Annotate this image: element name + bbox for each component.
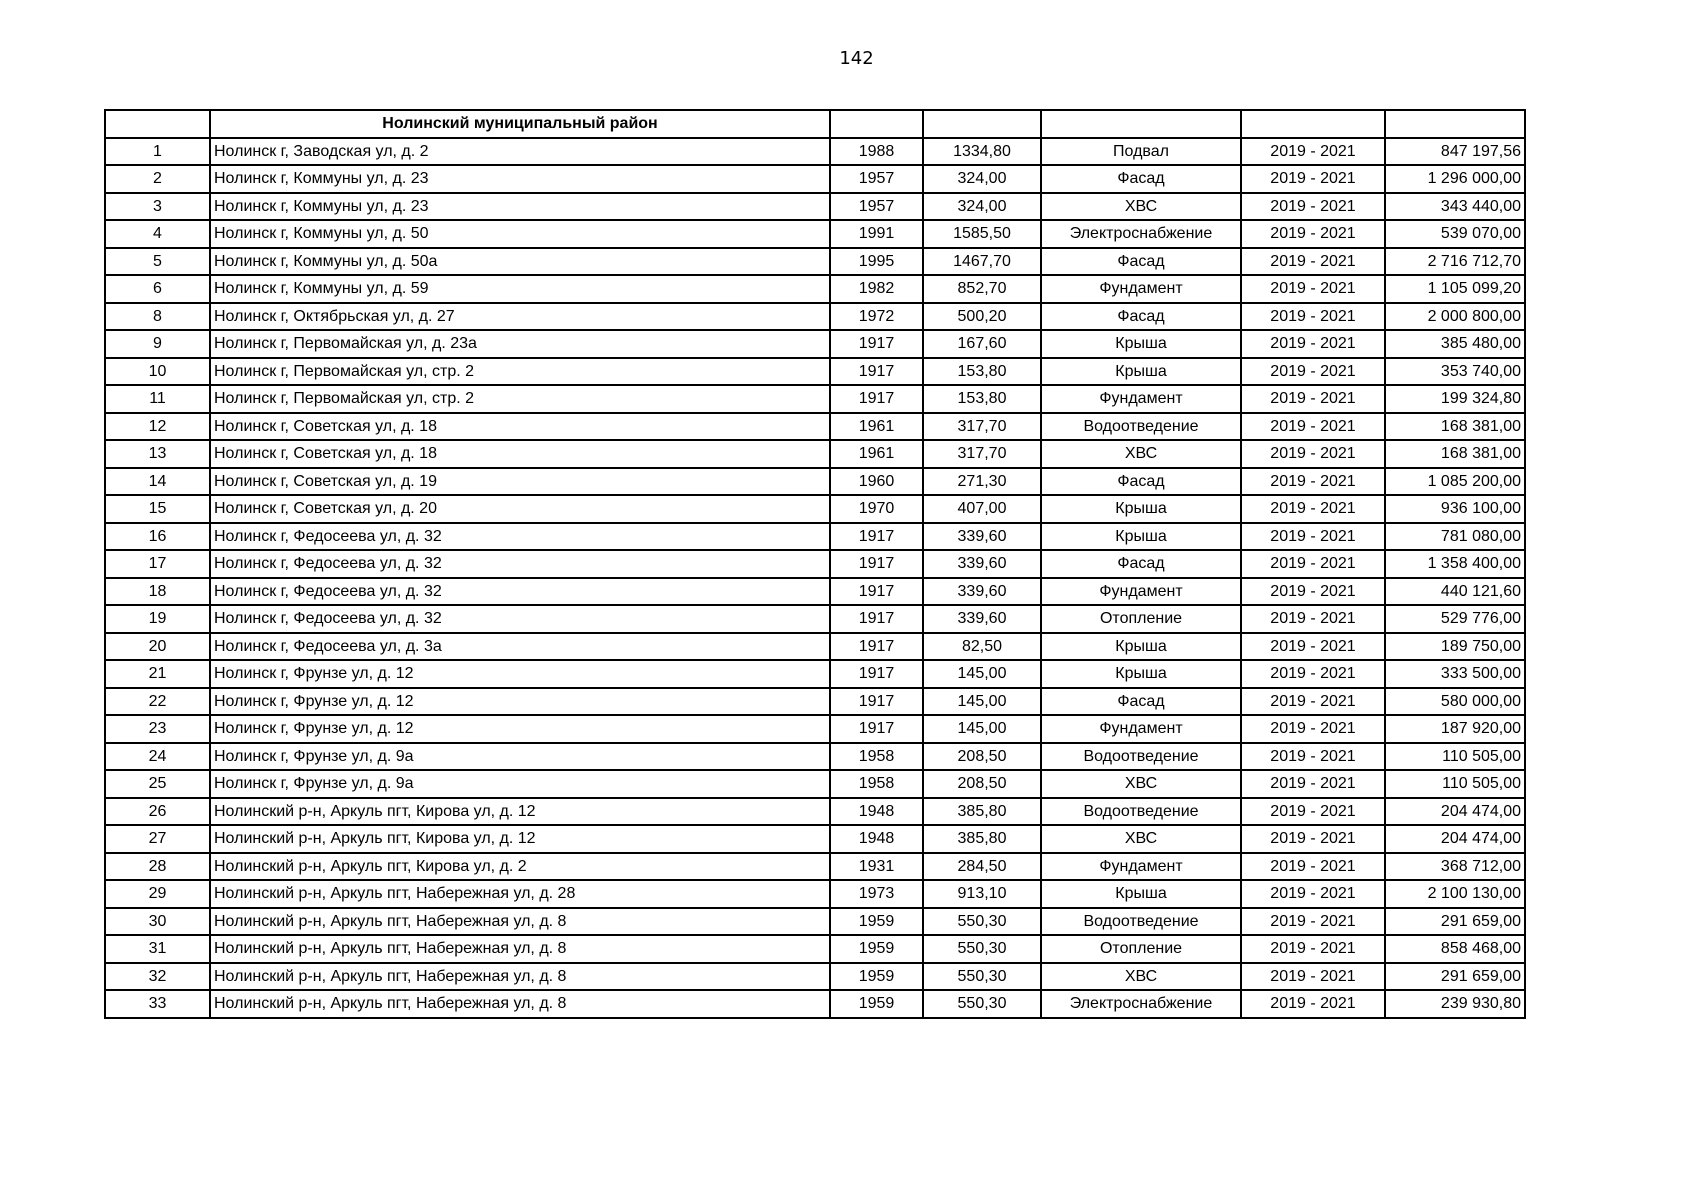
year-built-cell: 1959: [830, 935, 923, 963]
table-row: [105, 633, 1525, 661]
area-cell: 500,20: [923, 303, 1041, 331]
cost-cell: 858 468,00: [1385, 935, 1525, 963]
year-built-cell: 1931: [830, 853, 923, 881]
year-built-cell: 1958: [830, 743, 923, 771]
row-number-cell: 21: [105, 660, 210, 688]
work-type-cell: Водоотведение: [1041, 798, 1241, 826]
work-type-cell: Фасад: [1041, 303, 1241, 331]
row-number-cell: 1: [105, 138, 210, 166]
work-type-cell: Фасад: [1041, 165, 1241, 193]
period-cell: 2019 - 2021: [1241, 853, 1385, 881]
period-cell: 2019 - 2021: [1241, 633, 1385, 661]
work-type-cell: ХВС: [1041, 193, 1241, 221]
period-cell: 2019 - 2021: [1241, 715, 1385, 743]
year-built-cell: 1917: [830, 330, 923, 358]
address-cell: Нолинск г, Коммуны ул, д. 23: [210, 193, 830, 221]
row-number-cell: 18: [105, 578, 210, 606]
work-type-cell: Электроснабжение: [1041, 990, 1241, 1018]
row-number-cell: 31: [105, 935, 210, 963]
period-cell: 2019 - 2021: [1241, 138, 1385, 166]
table-row: [105, 880, 1525, 908]
row-number-cell: 24: [105, 743, 210, 771]
address-cell: Нолинск г, Первомайская ул, стр. 2: [210, 358, 830, 386]
cost-cell: 936 100,00: [1385, 495, 1525, 523]
year-built-cell: 1917: [830, 715, 923, 743]
cost-cell: 168 381,00: [1385, 440, 1525, 468]
cost-cell: 2 100 130,00: [1385, 880, 1525, 908]
period-cell: 2019 - 2021: [1241, 275, 1385, 303]
row-number-cell: 13: [105, 440, 210, 468]
work-type-cell: Крыша: [1041, 495, 1241, 523]
table-row: [105, 220, 1525, 248]
work-type-cell: Отопление: [1041, 935, 1241, 963]
table-row: [105, 358, 1525, 386]
row-number-cell: 30: [105, 908, 210, 936]
table-row: [105, 275, 1525, 303]
table-row: [105, 743, 1525, 771]
row-number-cell: 6: [105, 275, 210, 303]
address-cell: Нолинск г, Коммуны ул, д. 23: [210, 165, 830, 193]
header-empty-cell: [1041, 110, 1241, 138]
work-type-cell: ХВС: [1041, 440, 1241, 468]
table-row: [105, 963, 1525, 991]
year-built-cell: 1917: [830, 578, 923, 606]
table-row: [105, 385, 1525, 413]
work-type-cell: Фасад: [1041, 248, 1241, 276]
period-cell: 2019 - 2021: [1241, 605, 1385, 633]
work-type-cell: Крыша: [1041, 660, 1241, 688]
area-cell: 145,00: [923, 660, 1041, 688]
row-number-cell: 20: [105, 633, 210, 661]
table-row: [105, 578, 1525, 606]
year-built-cell: 1959: [830, 908, 923, 936]
year-built-cell: 1957: [830, 165, 923, 193]
table-row: [105, 605, 1525, 633]
year-built-cell: 1958: [830, 770, 923, 798]
area-cell: 385,80: [923, 825, 1041, 853]
year-built-cell: 1917: [830, 605, 923, 633]
cost-cell: 168 381,00: [1385, 413, 1525, 441]
cost-cell: 1 085 200,00: [1385, 468, 1525, 496]
address-cell: Нолинск г, Первомайская ул, стр. 2: [210, 385, 830, 413]
row-number-cell: 12: [105, 413, 210, 441]
header-empty-cell: [923, 110, 1041, 138]
area-cell: 550,30: [923, 935, 1041, 963]
table-row: [105, 688, 1525, 716]
cost-cell: 2 716 712,70: [1385, 248, 1525, 276]
table-row: [105, 770, 1525, 798]
table-row: [105, 248, 1525, 276]
row-number-cell: 3: [105, 193, 210, 221]
table-row: [105, 990, 1525, 1018]
row-number-cell: 22: [105, 688, 210, 716]
cost-cell: 1 105 099,20: [1385, 275, 1525, 303]
address-cell: Нолинск г, Федосеева ул, д. 32: [210, 550, 830, 578]
area-cell: 145,00: [923, 715, 1041, 743]
year-built-cell: 1917: [830, 385, 923, 413]
area-cell: 339,60: [923, 605, 1041, 633]
cost-cell: 353 740,00: [1385, 358, 1525, 386]
table-row: [105, 330, 1525, 358]
address-cell: Нолинский р-н, Аркуль пгт, Набережная ул, д. 28: [210, 880, 830, 908]
year-built-cell: 1959: [830, 963, 923, 991]
period-cell: 2019 - 2021: [1241, 248, 1385, 276]
year-built-cell: 1988: [830, 138, 923, 166]
period-cell: 2019 - 2021: [1241, 413, 1385, 441]
area-cell: 550,30: [923, 990, 1041, 1018]
table-body: [105, 110, 1525, 1018]
period-cell: 2019 - 2021: [1241, 798, 1385, 826]
address-cell: Нолинск г, Фрунзе ул, д. 9а: [210, 770, 830, 798]
area-cell: 208,50: [923, 770, 1041, 798]
cost-cell: 1 358 400,00: [1385, 550, 1525, 578]
table-row: [105, 303, 1525, 331]
table-row: [105, 413, 1525, 441]
year-built-cell: 1957: [830, 193, 923, 221]
work-type-cell: ХВС: [1041, 963, 1241, 991]
cost-cell: 781 080,00: [1385, 523, 1525, 551]
area-cell: 153,80: [923, 358, 1041, 386]
area-cell: 852,70: [923, 275, 1041, 303]
year-built-cell: 1917: [830, 633, 923, 661]
page-number: 142: [839, 48, 874, 69]
repair-schedule-table: [104, 109, 1526, 1019]
table-row: [105, 138, 1525, 166]
row-number-cell: 15: [105, 495, 210, 523]
work-type-cell: Подвал: [1041, 138, 1241, 166]
period-cell: 2019 - 2021: [1241, 550, 1385, 578]
table-row: [105, 715, 1525, 743]
area-cell: 324,00: [923, 193, 1041, 221]
cost-cell: 847 197,56: [1385, 138, 1525, 166]
row-number-cell: 9: [105, 330, 210, 358]
period-cell: 2019 - 2021: [1241, 468, 1385, 496]
row-number-cell: 17: [105, 550, 210, 578]
cost-cell: 343 440,00: [1385, 193, 1525, 221]
table-row: [105, 468, 1525, 496]
period-cell: 2019 - 2021: [1241, 743, 1385, 771]
year-built-cell: 1972: [830, 303, 923, 331]
area-cell: 1585,50: [923, 220, 1041, 248]
area-cell: 339,60: [923, 523, 1041, 551]
row-number-cell: 8: [105, 303, 210, 331]
cost-cell: 529 776,00: [1385, 605, 1525, 633]
area-cell: 271,30: [923, 468, 1041, 496]
period-cell: 2019 - 2021: [1241, 165, 1385, 193]
cost-cell: 385 480,00: [1385, 330, 1525, 358]
period-cell: 2019 - 2021: [1241, 303, 1385, 331]
table-row: [105, 440, 1525, 468]
row-number-cell: 10: [105, 358, 210, 386]
address-cell: Нолинский р-н, Аркуль пгт, Набережная ул, д. 8: [210, 990, 830, 1018]
period-cell: 2019 - 2021: [1241, 440, 1385, 468]
header-empty-cell: [1241, 110, 1385, 138]
cost-cell: 333 500,00: [1385, 660, 1525, 688]
year-built-cell: 1948: [830, 825, 923, 853]
row-number-cell: 11: [105, 385, 210, 413]
area-cell: 550,30: [923, 963, 1041, 991]
period-cell: 2019 - 2021: [1241, 825, 1385, 853]
address-cell: Нолинск г, Советская ул, д. 19: [210, 468, 830, 496]
work-type-cell: Фундамент: [1041, 578, 1241, 606]
year-built-cell: 1917: [830, 550, 923, 578]
period-cell: 2019 - 2021: [1241, 358, 1385, 386]
cost-cell: 110 505,00: [1385, 743, 1525, 771]
year-built-cell: 1995: [830, 248, 923, 276]
year-built-cell: 1917: [830, 358, 923, 386]
area-cell: 317,70: [923, 413, 1041, 441]
period-cell: 2019 - 2021: [1241, 880, 1385, 908]
work-type-cell: Крыша: [1041, 523, 1241, 551]
row-number-cell: 14: [105, 468, 210, 496]
address-cell: Нолинск г, Советская ул, д. 18: [210, 440, 830, 468]
work-type-cell: Фундамент: [1041, 715, 1241, 743]
period-cell: 2019 - 2021: [1241, 330, 1385, 358]
year-built-cell: 1948: [830, 798, 923, 826]
area-cell: 1334,80: [923, 138, 1041, 166]
row-number-cell: 16: [105, 523, 210, 551]
cost-cell: 204 474,00: [1385, 798, 1525, 826]
area-cell: 385,80: [923, 798, 1041, 826]
year-built-cell: 1982: [830, 275, 923, 303]
period-cell: 2019 - 2021: [1241, 220, 1385, 248]
area-cell: 339,60: [923, 550, 1041, 578]
row-number-cell: 4: [105, 220, 210, 248]
area-cell: 167,60: [923, 330, 1041, 358]
table-row: [105, 550, 1525, 578]
cost-cell: 291 659,00: [1385, 963, 1525, 991]
address-cell: Нолинск г, Федосеева ул, д. 32: [210, 523, 830, 551]
period-cell: 2019 - 2021: [1241, 193, 1385, 221]
work-type-cell: Фундамент: [1041, 853, 1241, 881]
section-title: Нолинский муниципальный район: [210, 110, 830, 138]
year-built-cell: 1961: [830, 440, 923, 468]
address-cell: Нолинский р-н, Аркуль пгт, Кирова ул, д. 2: [210, 853, 830, 881]
period-cell: 2019 - 2021: [1241, 385, 1385, 413]
work-type-cell: Электроснабжение: [1041, 220, 1241, 248]
cost-cell: 189 750,00: [1385, 633, 1525, 661]
cost-cell: 2 000 800,00: [1385, 303, 1525, 331]
period-cell: 2019 - 2021: [1241, 908, 1385, 936]
address-cell: Нолинск г, Федосеева ул, д. 32: [210, 578, 830, 606]
period-cell: 2019 - 2021: [1241, 688, 1385, 716]
period-cell: 2019 - 2021: [1241, 660, 1385, 688]
address-cell: Нолинск г, Первомайская ул, д. 23а: [210, 330, 830, 358]
address-cell: Нолинск г, Федосеева ул, д. 3а: [210, 633, 830, 661]
period-cell: 2019 - 2021: [1241, 990, 1385, 1018]
row-number-cell: 2: [105, 165, 210, 193]
cost-cell: 1 296 000,00: [1385, 165, 1525, 193]
period-cell: 2019 - 2021: [1241, 935, 1385, 963]
work-type-cell: Фасад: [1041, 688, 1241, 716]
work-type-cell: Крыша: [1041, 633, 1241, 661]
work-type-cell: Фундамент: [1041, 275, 1241, 303]
cost-cell: 239 930,80: [1385, 990, 1525, 1018]
period-cell: 2019 - 2021: [1241, 523, 1385, 551]
table-row: [105, 825, 1525, 853]
cost-cell: 440 121,60: [1385, 578, 1525, 606]
table-row: [105, 908, 1525, 936]
year-built-cell: 1970: [830, 495, 923, 523]
cost-cell: 539 070,00: [1385, 220, 1525, 248]
address-cell: Нолинск г, Фрунзе ул, д. 12: [210, 715, 830, 743]
address-cell: Нолинск г, Фрунзе ул, д. 12: [210, 688, 830, 716]
row-number-cell: 19: [105, 605, 210, 633]
address-cell: Нолинск г, Фрунзе ул, д. 12: [210, 660, 830, 688]
area-cell: 550,30: [923, 908, 1041, 936]
cost-cell: 291 659,00: [1385, 908, 1525, 936]
row-number-cell: 5: [105, 248, 210, 276]
period-cell: 2019 - 2021: [1241, 495, 1385, 523]
row-number-cell: 28: [105, 853, 210, 881]
year-built-cell: 1959: [830, 990, 923, 1018]
year-built-cell: 1960: [830, 468, 923, 496]
work-type-cell: ХВС: [1041, 825, 1241, 853]
cost-cell: 110 505,00: [1385, 770, 1525, 798]
section-header-row: [105, 110, 1525, 138]
address-cell: Нолинский р-н, Аркуль пгт, Набережная ул, д. 8: [210, 908, 830, 936]
table-row: [105, 935, 1525, 963]
year-built-cell: 1961: [830, 413, 923, 441]
row-number-cell: 33: [105, 990, 210, 1018]
row-number-cell: 27: [105, 825, 210, 853]
address-cell: Нолинск г, Советская ул, д. 18: [210, 413, 830, 441]
work-type-cell: Крыша: [1041, 358, 1241, 386]
table-row: [105, 165, 1525, 193]
header-empty-cell: [1385, 110, 1525, 138]
period-cell: 2019 - 2021: [1241, 578, 1385, 606]
area-cell: 339,60: [923, 578, 1041, 606]
year-built-cell: 1991: [830, 220, 923, 248]
area-cell: 913,10: [923, 880, 1041, 908]
work-type-cell: Крыша: [1041, 880, 1241, 908]
table-row: [105, 853, 1525, 881]
address-cell: Нолинск г, Советская ул, д. 20: [210, 495, 830, 523]
table-row: [105, 798, 1525, 826]
work-type-cell: ХВС: [1041, 770, 1241, 798]
work-type-cell: Водоотведение: [1041, 413, 1241, 441]
cost-cell: 368 712,00: [1385, 853, 1525, 881]
row-number-cell: 29: [105, 880, 210, 908]
address-cell: Нолинск г, Коммуны ул, д. 50: [210, 220, 830, 248]
address-cell: Нолинск г, Федосеева ул, д. 32: [210, 605, 830, 633]
table-row: [105, 660, 1525, 688]
work-type-cell: Фундамент: [1041, 385, 1241, 413]
area-cell: 284,50: [923, 853, 1041, 881]
period-cell: 2019 - 2021: [1241, 770, 1385, 798]
cost-cell: 204 474,00: [1385, 825, 1525, 853]
year-built-cell: 1917: [830, 688, 923, 716]
work-type-cell: Отопление: [1041, 605, 1241, 633]
address-cell: Нолинский р-н, Аркуль пгт, Набережная ул, д. 8: [210, 963, 830, 991]
row-number-cell: 23: [105, 715, 210, 743]
area-cell: 153,80: [923, 385, 1041, 413]
area-cell: 324,00: [923, 165, 1041, 193]
row-number-cell: 32: [105, 963, 210, 991]
row-number-cell: 26: [105, 798, 210, 826]
period-cell: 2019 - 2021: [1241, 963, 1385, 991]
work-type-cell: Водоотведение: [1041, 908, 1241, 936]
work-type-cell: Фасад: [1041, 550, 1241, 578]
cost-cell: 199 324,80: [1385, 385, 1525, 413]
table-row: [105, 523, 1525, 551]
address-cell: Нолинский р-н, Аркуль пгт, Кирова ул, д. 12: [210, 825, 830, 853]
table-row: [105, 193, 1525, 221]
row-number-cell: 25: [105, 770, 210, 798]
table-row: [105, 495, 1525, 523]
area-cell: 208,50: [923, 743, 1041, 771]
header-empty-cell: [105, 110, 210, 138]
cost-cell: 580 000,00: [1385, 688, 1525, 716]
address-cell: Нолинский р-н, Аркуль пгт, Набережная ул, д. 8: [210, 935, 830, 963]
area-cell: 82,50: [923, 633, 1041, 661]
header-empty-cell: [830, 110, 923, 138]
cost-cell: 187 920,00: [1385, 715, 1525, 743]
work-type-cell: Крыша: [1041, 330, 1241, 358]
address-cell: Нолинск г, Коммуны ул, д. 59: [210, 275, 830, 303]
year-built-cell: 1917: [830, 523, 923, 551]
address-cell: Нолинский р-н, Аркуль пгт, Кирова ул, д. 12: [210, 798, 830, 826]
area-cell: 317,70: [923, 440, 1041, 468]
work-type-cell: Водоотведение: [1041, 743, 1241, 771]
address-cell: Нолинск г, Октябрьская ул, д. 27: [210, 303, 830, 331]
address-cell: Нолинск г, Фрунзе ул, д. 9а: [210, 743, 830, 771]
area-cell: 407,00: [923, 495, 1041, 523]
address-cell: Нолинск г, Коммуны ул, д. 50а: [210, 248, 830, 276]
year-built-cell: 1917: [830, 660, 923, 688]
area-cell: 145,00: [923, 688, 1041, 716]
area-cell: 1467,70: [923, 248, 1041, 276]
year-built-cell: 1973: [830, 880, 923, 908]
address-cell: Нолинск г, Заводская ул, д. 2: [210, 138, 830, 166]
work-type-cell: Фасад: [1041, 468, 1241, 496]
